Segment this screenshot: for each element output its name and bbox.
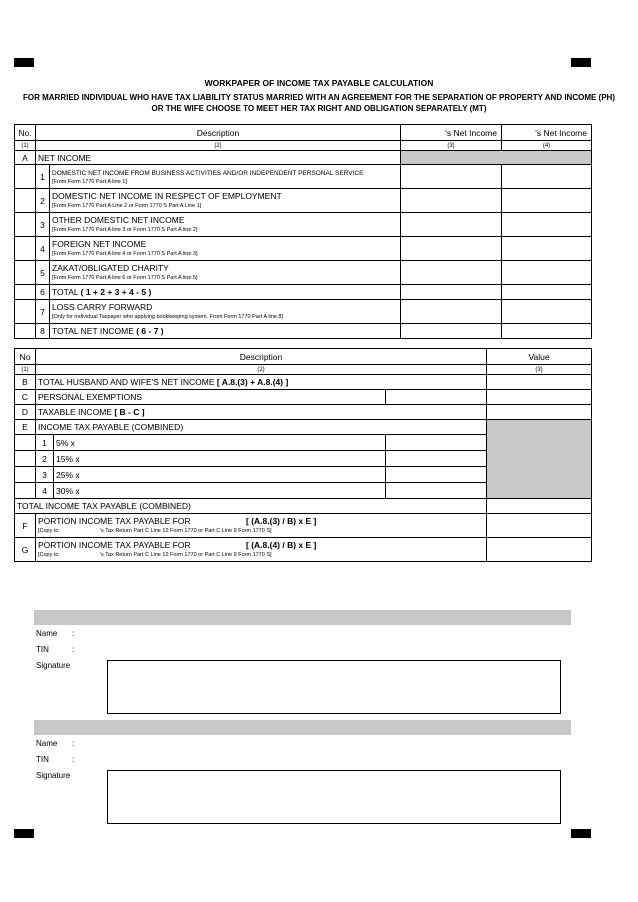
colnum-2: (2) xyxy=(36,141,401,151)
signature-label-2: Signature xyxy=(36,771,71,780)
rate-label: 30% x xyxy=(54,483,386,499)
signature-bar-1 xyxy=(34,610,571,625)
rate-label: 25% x xyxy=(54,467,386,483)
spacer-cell xyxy=(15,300,36,324)
row-8-label: TOTAL NET INCOME xyxy=(52,326,137,336)
colnum-3: (3) xyxy=(487,365,592,375)
header-description: Description xyxy=(36,349,487,365)
spacer-cell xyxy=(15,483,36,499)
row-3-value-3[interactable] xyxy=(401,213,502,237)
row-e-label: INCOME TAX PAYABLE (COMBINED) xyxy=(36,420,487,435)
section-a-shaded xyxy=(401,151,592,165)
spacer-cell xyxy=(15,435,36,451)
colnum-1: (1) xyxy=(15,141,36,151)
spacer-cell xyxy=(15,285,36,300)
row-e-shaded xyxy=(487,420,592,499)
row-8-desc xyxy=(50,324,401,339)
row-c-value[interactable] xyxy=(487,390,592,405)
row-6-formula: ( 1 + 2 + 3 + 4 - 5 ) xyxy=(80,287,152,297)
name-label-1: Name xyxy=(36,629,58,638)
header-no: No. xyxy=(15,125,36,141)
row-8-formula: ( 6 - 7 ) xyxy=(136,326,164,336)
row-6-desc xyxy=(50,285,401,300)
row-3-label: OTHER DOMESTIC NET INCOME xyxy=(52,215,185,225)
row-f-label: PORTION INCOME TAX PAYABLE FOR xyxy=(38,516,191,526)
row-no: 3 xyxy=(36,213,50,237)
row-f-copy: [Copy to xyxy=(38,528,59,534)
row-8-value-3[interactable] xyxy=(401,324,502,339)
colnum-3: (3) xyxy=(401,141,502,151)
row-f-ref-line xyxy=(38,527,484,535)
row-b-no: B xyxy=(15,375,36,390)
rate-label: 5% x xyxy=(54,435,386,451)
row-2-desc xyxy=(50,189,401,213)
colnum-1: (1) xyxy=(15,365,36,375)
row-d-formula: [ B - C ] xyxy=(114,407,145,417)
row-g-ref: 's Tax Return Part C Line 12 Form 1770 or Part C Line 9 Form 1770 S] xyxy=(100,552,272,558)
row-g-formula: [ (A.8.(4) / B) x E ] xyxy=(246,540,317,550)
row-f-ref: 's Tax Return Part C Line 12 Form 1770 or Part C Line 9 Form 1770 S] xyxy=(100,528,272,534)
row-no: 5 xyxy=(36,261,50,285)
row-5-ref: [From Form 1770 Part A line 6 or Form 1770 S Part A line 5] xyxy=(52,275,198,281)
name-colon-1: : xyxy=(72,629,75,638)
row-5-value-3[interactable] xyxy=(401,261,502,285)
signature-bar-2 xyxy=(34,720,571,735)
row-6-label: TOTAL xyxy=(52,287,81,297)
row-5-value-4[interactable] xyxy=(502,261,592,285)
registration-mark-top-right xyxy=(571,58,591,67)
signature-box-2[interactable] xyxy=(107,770,561,824)
row-1-ref: [From Form 1770 Part A line 1] xyxy=(52,179,127,185)
row-g-label: PORTION INCOME TAX PAYABLE FOR xyxy=(38,540,191,550)
row-g-no: G xyxy=(15,538,36,562)
registration-mark-top-left xyxy=(14,58,34,67)
row-b-desc xyxy=(36,375,487,390)
row-1-label: DOMESTIC NET INCOME FROM BUSINESS ACTIVITIES AND/OR INDEPENDENT PERSONAL SERVICE xyxy=(52,170,364,177)
net-income-table xyxy=(14,124,592,339)
registration-mark-bottom-right xyxy=(571,829,591,838)
row-2-value-4[interactable] xyxy=(502,189,592,213)
rate-no: 3 xyxy=(36,467,54,483)
row-3-desc xyxy=(50,213,401,237)
rate-4-value[interactable] xyxy=(386,483,487,499)
e-total-label: TOTAL INCOME TAX PAYABLE (COMBINED) xyxy=(15,499,487,514)
row-2-label: DOMESTIC NET INCOME IN RESPECT OF EMPLOYMENT xyxy=(52,191,282,201)
tin-colon-1: : xyxy=(72,645,75,654)
row-4-desc xyxy=(50,237,401,261)
colnum-2: (2) xyxy=(36,365,487,375)
rate-label: 15% x xyxy=(54,451,386,467)
row-g-copy: [Copy to xyxy=(38,552,59,558)
row-1-value-3[interactable] xyxy=(401,165,502,189)
row-no: 7 xyxy=(36,300,50,324)
header-description: Description xyxy=(36,125,401,141)
row-3-value-4[interactable] xyxy=(502,213,592,237)
row-7-value-3[interactable] xyxy=(401,300,502,324)
row-d-value[interactable] xyxy=(487,405,592,420)
spacer-cell xyxy=(15,451,36,467)
row-5-label: ZAKAT/OBLIGATED CHARITY xyxy=(52,263,169,273)
row-no: 4 xyxy=(36,237,50,261)
rate-no: 2 xyxy=(36,451,54,467)
row-4-ref: [From Form 1770 Part A line 4 or Form 1770 S Part A line 3] xyxy=(52,251,198,257)
row-f-no: F xyxy=(15,514,36,538)
rate-2-value[interactable] xyxy=(386,451,487,467)
row-b-label: TOTAL HUSBAND AND WIFE'S NET INCOME xyxy=(38,377,217,387)
row-4-value-4[interactable] xyxy=(502,237,592,261)
row-7-value-4[interactable] xyxy=(502,300,592,324)
section-a-no: A xyxy=(15,151,36,165)
page-title: WORKPAPER OF INCOME TAX PAYABLE CALCULATION xyxy=(204,78,434,88)
e-total-value[interactable] xyxy=(487,499,592,514)
row-f-line xyxy=(38,516,484,527)
row-d-desc xyxy=(36,405,487,420)
tax-payable-table xyxy=(14,348,592,562)
row-b-value[interactable] xyxy=(487,375,592,390)
row-no: 2 xyxy=(36,189,50,213)
colnum-4: (4) xyxy=(502,141,592,151)
header-net-income-1: 's Net Income xyxy=(401,125,502,141)
row-no: 6 xyxy=(36,285,50,300)
row-3-ref: [From Form 1770 Part A line 3 or Form 1770 S Part A line 2] xyxy=(52,227,198,233)
row-2-value-3[interactable] xyxy=(401,189,502,213)
row-no: 8 xyxy=(36,324,50,339)
row-4-label: FOREIGN NET INCOME xyxy=(52,239,147,249)
page-subtitle: FOR MARRIED INDIVIDUAL WHO HAVE TAX LIABILITY STATUS MARRIED WITH AN AGREEMENT FOR THE SEPARATION OF PROPERTY AND INCOME (PH) OR THE WIFE CHOOSE TO MEET HER TAX RIGHT AND OBLIGATION SEPARATELY (MT) xyxy=(23,93,615,113)
tin-label-2: TIN xyxy=(36,755,49,764)
row-6-value-4[interactable] xyxy=(502,285,592,300)
spacer-cell xyxy=(15,467,36,483)
tin-label-1: TIN xyxy=(36,645,49,654)
row-c-sub-value[interactable] xyxy=(386,390,487,405)
row-e-no: E xyxy=(15,420,36,435)
row-c-no: C xyxy=(15,390,36,405)
row-f-desc xyxy=(36,514,487,538)
row-g-ref-line xyxy=(38,551,484,559)
row-7-desc xyxy=(50,300,401,324)
spacer-cell xyxy=(15,237,36,261)
rate-no: 4 xyxy=(36,483,54,499)
signature-label-1: Signature xyxy=(36,661,71,670)
spacer-cell xyxy=(15,324,36,339)
row-d-label: TAXABLE INCOME xyxy=(38,407,115,417)
header-no: No xyxy=(15,349,36,365)
row-2-ref: [From Form 1770 Part A Line 2 or Form 1770 S Part A Line 1] xyxy=(52,203,202,209)
row-g-desc xyxy=(36,538,487,562)
row-g-value[interactable] xyxy=(487,538,592,562)
row-6-value-3[interactable] xyxy=(401,285,502,300)
row-5-desc xyxy=(50,261,401,285)
name-label-2: Name xyxy=(36,739,58,748)
name-colon-2: : xyxy=(72,739,75,748)
section-a-label: NET INCOME xyxy=(36,151,401,165)
spacer-cell xyxy=(15,189,36,213)
header-net-income-2: 's Net Income xyxy=(502,125,592,141)
row-8-value-4[interactable] xyxy=(502,324,592,339)
row-no: 1 xyxy=(36,165,50,189)
row-1-desc xyxy=(50,165,401,189)
rate-no: 1 xyxy=(36,435,54,451)
row-g-line xyxy=(38,540,484,551)
row-d-no: D xyxy=(15,405,36,420)
rate-1-value[interactable] xyxy=(386,435,487,451)
spacer-cell xyxy=(15,261,36,285)
row-7-ref: [Only for Individual Taxpayer who applying bookkeeping system. From Form 1770 Part A line 8] xyxy=(52,314,284,320)
row-1-value-4[interactable] xyxy=(502,165,592,189)
tin-colon-2: : xyxy=(72,755,75,764)
row-c-label: PERSONAL EXEMPTIONS xyxy=(36,390,386,405)
header-value: Value xyxy=(487,349,592,365)
spacer-cell xyxy=(15,213,36,237)
row-f-formula: [ (A.8.(3) / B) x E ] xyxy=(246,516,317,526)
registration-mark-bottom-left xyxy=(14,829,34,838)
rate-3-value[interactable] xyxy=(386,467,487,483)
spacer-cell xyxy=(15,165,36,189)
row-7-label: LOSS CARRY FORWARD xyxy=(52,302,153,312)
row-4-value-3[interactable] xyxy=(401,237,502,261)
row-b-formula: [ A.8.(3) + A.8.(4) ] xyxy=(216,377,289,387)
signature-box-1[interactable] xyxy=(107,660,561,714)
row-f-value[interactable] xyxy=(487,514,592,538)
